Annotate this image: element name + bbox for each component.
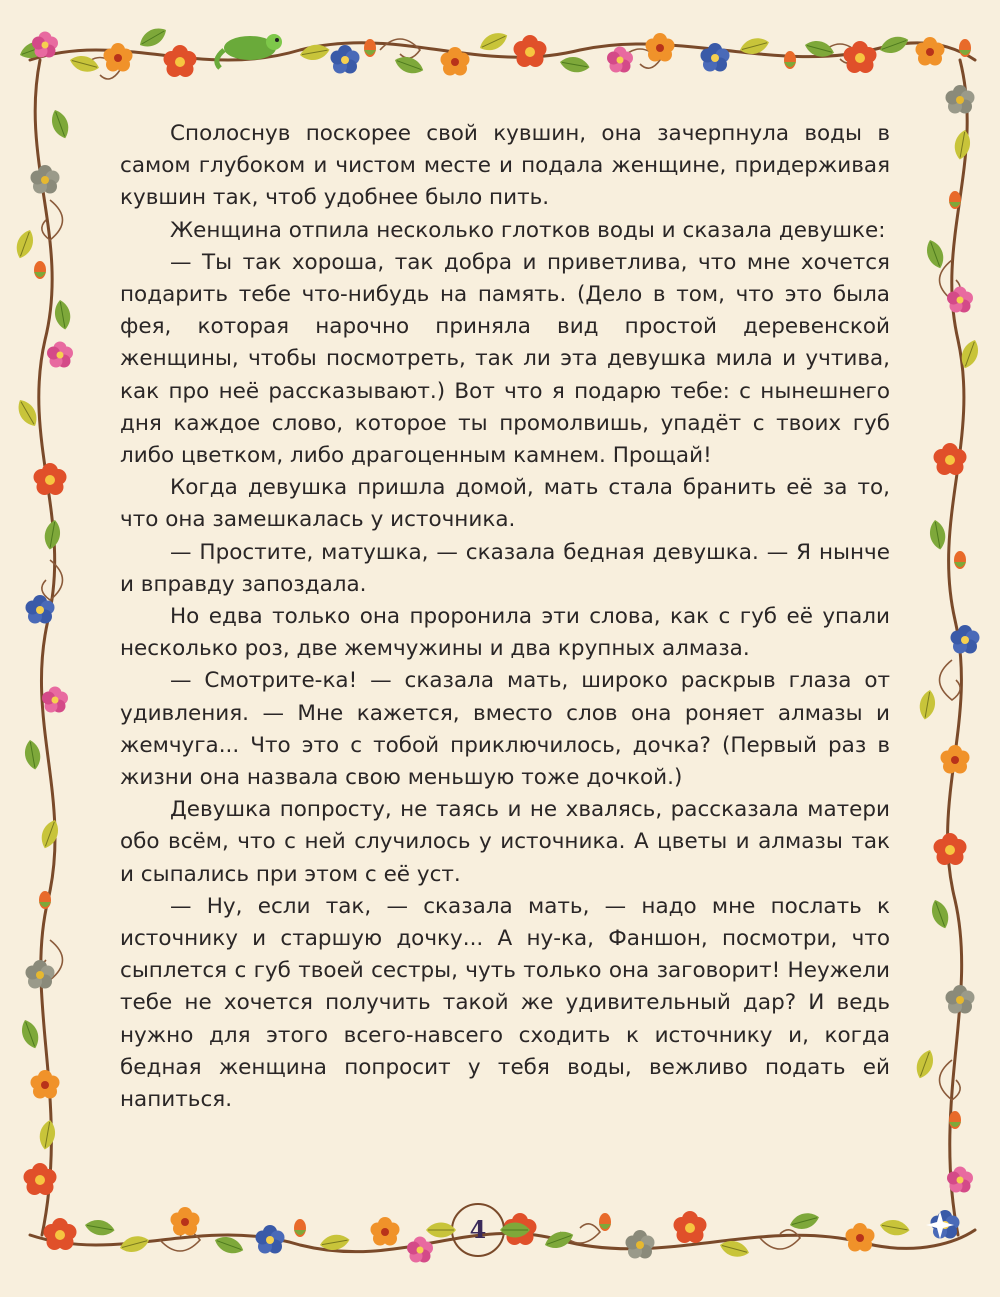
paragraph: Когда девушка пришла домой, мать стала бранить её за то, что она замешкалась у источника.	[120, 475, 890, 533]
paragraph: Девушка попросту, не таясь и не хвалясь, рассказала матери обо всём, что с ней случилось у источника. А цветы и алмазы так и сыпались при этом с её уст.	[120, 797, 890, 887]
page-number: 4	[469, 1215, 487, 1244]
paragraph: — Смотрите-ка! — сказала мать, широко раскрыв глаза от удивления. — Мне кажется, вместо слов она роняет алмазы и жемчуга... Что это с тобой приключилось, дочка? (Первый раз в жизни она назвала свою меньшую тоже дочкой.)	[120, 668, 890, 791]
paragraph: — Простите, матушка, — сказала бедная девушка. — Я нынче и вправду запоздала.	[120, 539, 890, 597]
paragraph: Сполоснув поскорее свой кувшин, она зачерпнула воды в самом глубоком и чистом месте и подала женщине, придерживая кувшин так, чтоб удобнее было пить.	[120, 121, 890, 211]
paragraph: — Ты так хороша, так добра и приветлива, что мне хочется подарить тебе что-нибудь на память. (Дело в том, что это была фея, которая нарочно приняла вид простой деревенской женщины, чтобы посмотреть, так ли эта девушка мила и учтива, как про неё рассказывают.) Вот что я подарю тебе: с нынешнего дня каждое слово, которое ты промолвишь, упадёт с твоих губ либо цветком, либо драгоценным камнем. Прощай!	[120, 249, 890, 469]
paragraph: — Ну, если так, — сказала мать, — надо мне послать к источнику и старшую дочку... А ну-ка, Фаншон, посмотри, что сыплется с губ твоей сестры, чуть только она заговорит! Неужели тебе не хочется получить такой же удивительный дар? И ведь нужно для этого всего-навсего сходить к источнику и, когда бедная женщина попросит у тебя воды, вежливо подать ей напиться.	[120, 893, 890, 1113]
paragraph: Женщина отпила несколько глотков воды и сказала девушке:	[170, 217, 886, 243]
story-text	[120, 118, 890, 1178]
paragraph: Но едва только она проронила эти слова, как с губ её упали несколько роз, две жемчужины и два крупных алмаза.	[120, 604, 890, 662]
